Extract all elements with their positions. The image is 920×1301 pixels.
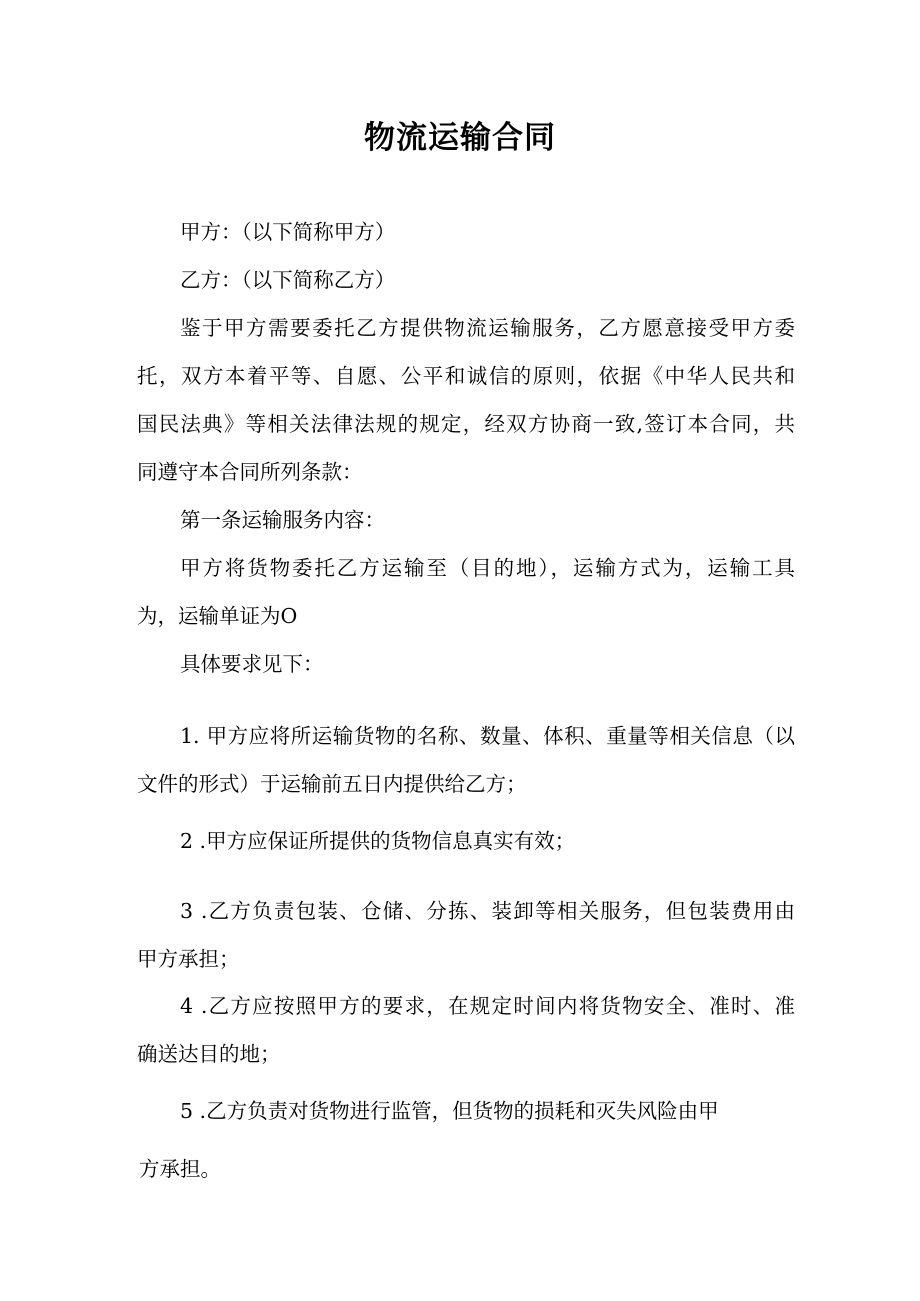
requirement-item-2: 2 .甲方应保证所提供的货物信息真实有效； xyxy=(180,829,576,853)
requirement-item-3: 3 .乙方负责包装、仓储、分拣、装卸等相关服务，但包装费用由 xyxy=(180,899,795,923)
preamble-line: 国民法典》等相关法律法规的规定，经双方协商一致,签订本合同，共 xyxy=(137,412,795,436)
requirement-item-3-cont: 甲方承担； xyxy=(137,947,240,971)
preamble-line: 同遵守本合同所列条款： xyxy=(137,460,363,484)
requirement-item-4: 4 .乙方应按照甲方的要求，在规定时间内将货物安全、准时、准 xyxy=(180,994,795,1018)
article-1-heading: 第一条运输服务内容： xyxy=(180,508,385,532)
requirement-item-5-cont: 方承担。 xyxy=(139,1157,221,1181)
preamble-line: 托，双方本着平等、自愿、公平和诚信的原则，依据《中华人民共和 xyxy=(137,364,795,388)
preamble-line: 鉴于甲方需要委托乙方提供物流运输服务，乙方愿意接受甲方委 xyxy=(180,316,795,340)
article-1-body-line: 甲方将货物委托乙方运输至（目的地），运输方式为，运输工具 xyxy=(180,556,795,580)
document-title: 物流运输合同 xyxy=(364,120,556,156)
party-b-line: 乙方：（以下简称乙方） xyxy=(180,268,396,292)
article-1-body-line: 为，运输单证为O xyxy=(137,604,298,628)
requirement-item-4-cont: 确送达目的地； xyxy=(137,1042,281,1066)
party-a-line: 甲方：（以下简称甲方） xyxy=(180,220,396,244)
requirement-item-1-cont: 文件的形式）于运输前五日内提供给乙方； xyxy=(137,772,527,796)
requirement-item-1: 1. 甲方应将所运输货物的名称、数量、体积、重量等相关信息（以 xyxy=(180,724,795,748)
requirement-item-5: 5 .乙方负责对货物进行监管，但货物的损耗和灭失风险由甲 xyxy=(180,1099,719,1123)
requirements-heading: 具体要求见下： xyxy=(180,652,324,676)
